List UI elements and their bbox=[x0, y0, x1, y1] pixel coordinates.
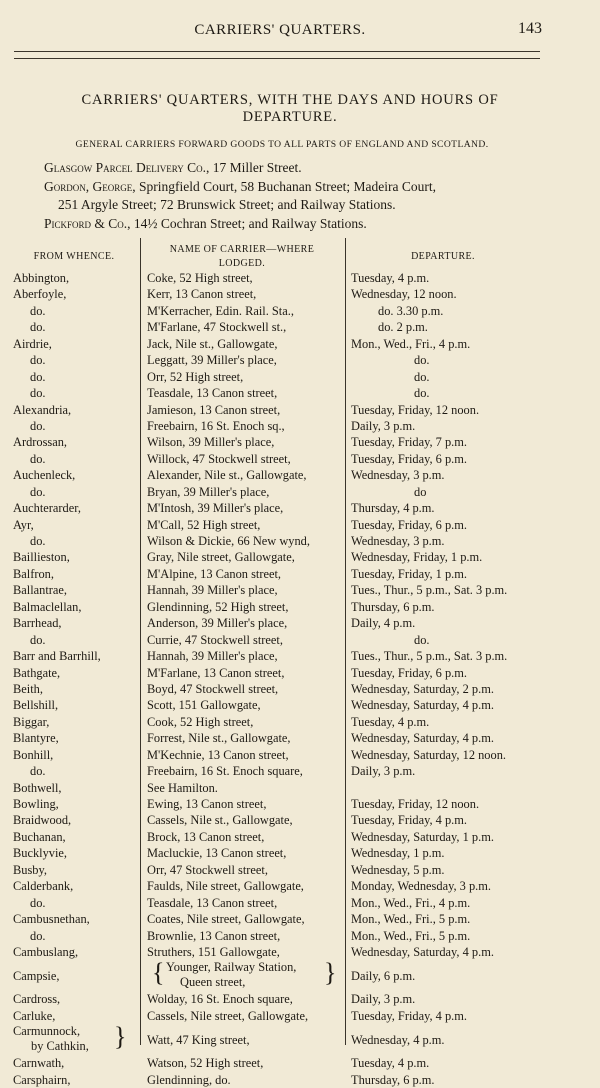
from-place: Bothwell, bbox=[13, 780, 62, 795]
departure-time: Wednesday, Saturday, 1 p.m. bbox=[351, 829, 494, 844]
table-row bbox=[0, 665, 600, 681]
departure-time: Tuesday, Friday, 4 p.m. bbox=[351, 1008, 467, 1023]
table-row bbox=[0, 451, 600, 467]
from-place: Auchenleck, bbox=[13, 468, 76, 483]
departure-time: Daily, 6 p.m. bbox=[351, 969, 416, 984]
carrier-lodging: Macluckie, 13 Canon street, bbox=[147, 846, 287, 861]
carrier-lodging: Currie, 47 Stockwell street, bbox=[147, 632, 283, 647]
departure-time: do. bbox=[414, 386, 430, 401]
departure-time: do. bbox=[414, 369, 430, 384]
table-row bbox=[0, 582, 600, 598]
from-place: Braidwood, bbox=[13, 813, 72, 828]
table-row bbox=[0, 944, 600, 960]
carrier-lodging: Scott, 151 Gallowgate, bbox=[147, 698, 261, 713]
from-place: Barr and Barrhill, bbox=[13, 649, 101, 664]
table-row bbox=[0, 1072, 600, 1088]
from-place: Ardrossan, bbox=[13, 435, 68, 450]
departure-time: Mon., Wed., Fri., 5 p.m. bbox=[351, 928, 471, 943]
table-row bbox=[0, 467, 600, 483]
table-row bbox=[0, 599, 600, 615]
table-row bbox=[0, 845, 600, 861]
right-brace: } bbox=[324, 958, 337, 988]
column-header-from: FROM WHENCE. bbox=[33, 251, 115, 262]
from-place: Blantyre, bbox=[13, 731, 59, 746]
from-place: Barrhead, bbox=[13, 616, 62, 631]
table-row bbox=[0, 878, 600, 894]
carrier-lodging: Coke, 52 High street, bbox=[147, 271, 253, 285]
table-row bbox=[0, 566, 600, 582]
table-row bbox=[0, 1055, 600, 1071]
departure-time: do. bbox=[414, 353, 430, 368]
departure-time: Tuesday, Friday, 1 p.m. bbox=[351, 566, 467, 581]
column-header-carrier: NAME OF CARRIER—WHERE LODGED. bbox=[169, 244, 315, 269]
from-place: Bucklyvie, bbox=[13, 846, 68, 861]
carrier-lodging: Brownlie, 13 Canon street, bbox=[147, 928, 281, 943]
departure-time: Wednesday, Saturday, 4 p.m. bbox=[351, 731, 494, 746]
from-place: Biggar, bbox=[13, 714, 50, 729]
table-row bbox=[0, 533, 600, 549]
from-place: Busby, bbox=[13, 862, 47, 877]
departure-time: Thursday, 6 p.m. bbox=[351, 1072, 435, 1087]
from-place: Campsie, bbox=[13, 969, 60, 984]
carrier-lodging: Alexander, Nile st., Gallowgate, bbox=[147, 468, 307, 483]
from-place: Airdrie, bbox=[13, 336, 52, 351]
place-line: Carmunnock, bbox=[13, 1024, 81, 1039]
departure-time: Monday, Wednesday, 3 p.m. bbox=[351, 879, 491, 894]
departure-time: Wednesday, 3 p.m. bbox=[351, 534, 445, 548]
from-place: Auchterarder, bbox=[13, 501, 81, 516]
table-row bbox=[0, 549, 600, 565]
from-place: Beith, bbox=[13, 681, 43, 696]
table-row bbox=[0, 928, 600, 944]
carrier-lodging: Leggatt, 39 Miller's place, bbox=[147, 353, 277, 368]
table-row bbox=[0, 1024, 600, 1055]
from-place: Calderbank, bbox=[13, 879, 74, 894]
header-rule bbox=[14, 51, 540, 52]
from-place: do. bbox=[30, 369, 46, 384]
carrier-lodging: Wilson & Dickie, 66 New wynd, bbox=[147, 534, 310, 548]
carrier-lodging: Bryan, 39 Miller's place, bbox=[147, 484, 270, 499]
carrier-lodging: Watt, 47 King street, bbox=[147, 1033, 250, 1048]
table-row bbox=[0, 286, 600, 302]
carrier-lodging: Faulds, Nile street, Gallowgate, bbox=[147, 879, 304, 894]
from-place: do. bbox=[30, 418, 46, 433]
carrier-lodging: Wolday, 16 St. Enoch square, bbox=[147, 992, 293, 1007]
table-row bbox=[0, 991, 600, 1007]
carrier-lodging: Orr, 52 High street, bbox=[147, 369, 244, 384]
departure-time: Tuesday, 4 p.m. bbox=[351, 271, 430, 285]
departure-time: Tuesday, 4 p.m. bbox=[351, 714, 430, 729]
carrier-lodging: Cassels, Nile st., Gallowgate, bbox=[147, 813, 293, 828]
from-place: do. bbox=[30, 632, 46, 647]
departure-time: Wednesday, Saturday, 4 p.m. bbox=[351, 944, 494, 959]
departure-time: Daily, 4 p.m. bbox=[351, 616, 416, 631]
carrier-lodging: Ewing, 13 Canon street, bbox=[147, 797, 267, 811]
table-row bbox=[0, 829, 600, 845]
carrier-name: Gordon, George, bbox=[44, 178, 136, 194]
table-row bbox=[0, 697, 600, 713]
carrier-lodging: Wilson, 39 Miller's place, bbox=[147, 435, 275, 450]
carrier-name: Glasgow Parcel Delivery Co., bbox=[44, 160, 210, 175]
departure-time: Daily, 3 p.m. bbox=[351, 418, 416, 433]
carrier-lodging: Cassels, Nile street, Gallowgate, bbox=[147, 1008, 309, 1023]
table-row bbox=[0, 434, 600, 450]
departure-time: Tuesday, Friday, 7 p.m. bbox=[351, 435, 467, 450]
departure-time: Mon., Wed., Fri., 4 p.m. bbox=[351, 336, 471, 351]
from-place: do. bbox=[30, 534, 46, 548]
table-row bbox=[0, 648, 600, 664]
page-title bbox=[50, 92, 530, 126]
from-place: do. bbox=[30, 764, 46, 779]
carrier-lodging: Cook, 52 High street, bbox=[147, 714, 254, 729]
carrier-lodging: M'Kerracher, Edin. Rail. Sta., bbox=[147, 303, 294, 318]
table-row bbox=[0, 780, 600, 796]
departure-time: do. 3.30 p.m. bbox=[378, 303, 444, 318]
departure-time: Wednesday, 1 p.m. bbox=[351, 846, 445, 861]
table-row bbox=[0, 730, 600, 746]
from-place bbox=[13, 1024, 89, 1054]
from-place: Carluke, bbox=[13, 1008, 56, 1023]
table-row bbox=[0, 303, 600, 319]
from-place: do. bbox=[30, 451, 46, 466]
from-place: do. bbox=[30, 320, 46, 335]
carrier-lodging: M'Intosh, 39 Miller's place, bbox=[147, 501, 284, 516]
from-place: Abbington, bbox=[13, 271, 70, 285]
from-place: Cambuslang, bbox=[13, 944, 79, 959]
table-row bbox=[0, 862, 600, 878]
from-place: Ayr, bbox=[13, 517, 34, 532]
from-place: do. bbox=[30, 928, 46, 943]
carrier-lodging: Glendinning, do. bbox=[147, 1072, 231, 1087]
carrier-lodging: Boyd, 47 Stockwell street, bbox=[147, 681, 279, 696]
carrier-line: Younger, Railway Station, bbox=[166, 960, 297, 975]
subheading: GENERAL CARRIERS FORWARD GOODS TO ALL PARTS OF ENGLAND AND SCOTLAND. bbox=[75, 139, 489, 150]
carrier-lodging: Jack, Nile st., Gallowgate, bbox=[147, 336, 278, 351]
departure-time: Tuesday, Friday, 6 p.m. bbox=[351, 517, 467, 532]
table-row bbox=[0, 632, 600, 648]
from-place: Bellshill, bbox=[13, 698, 59, 713]
carrier-lodging: Struthers, 151 Gallowgate, bbox=[147, 944, 280, 959]
carrier-lodging: Forrest, Nile st., Gallowgate, bbox=[147, 731, 291, 746]
carrier-lodging: Brock, 13 Canon street, bbox=[147, 829, 265, 844]
departure-time: Tuesday, Friday, 12 noon. bbox=[351, 402, 480, 417]
carrier-lodging: Willock, 47 Stockwell street, bbox=[147, 451, 291, 466]
from-place: Balmaclellan, bbox=[13, 599, 82, 614]
departure-time: Tuesday, Friday, 12 noon. bbox=[351, 797, 480, 811]
from-place: Aberfoyle, bbox=[13, 287, 67, 302]
from-place: Balfron, bbox=[13, 566, 54, 581]
carrier-lodging: M'Alpine, 13 Canon street, bbox=[147, 566, 282, 581]
running-title: CARRIERS' QUARTERS. bbox=[194, 22, 366, 38]
from-place: do. bbox=[30, 895, 46, 910]
carrier-lodging: Jamieson, 13 Canon street, bbox=[147, 402, 281, 417]
carrier-lodging: Freebairn, 16 St. Enoch square, bbox=[147, 764, 303, 779]
table-row bbox=[0, 895, 600, 911]
from-place: Alexandria, bbox=[13, 402, 72, 417]
from-place: Bathgate, bbox=[13, 665, 61, 680]
carrier-lodging: Kerr, 13 Canon street, bbox=[147, 287, 257, 302]
carrier-name: Pickford & Co., bbox=[44, 215, 131, 231]
departure-time: Mon., Wed., Fri., 4 p.m. bbox=[351, 895, 471, 910]
departure-time: do. 2 p.m. bbox=[378, 320, 428, 335]
carrier-line: Queen street, bbox=[180, 975, 246, 990]
table-row bbox=[0, 763, 600, 779]
table-row bbox=[0, 517, 600, 533]
table-row bbox=[0, 960, 600, 991]
general-line: Pickford & Co., 14½ Cochran Street; and Railway Stations. bbox=[44, 215, 367, 231]
title-line-2: DEPARTURE. bbox=[242, 109, 338, 125]
carrier-lodging: Hannah, 39 Miller's place, bbox=[147, 649, 278, 664]
table-row bbox=[0, 1008, 600, 1024]
departure-time: Wednesday, Friday, 1 p.m. bbox=[351, 550, 483, 565]
general-line: 251 Argyle Street; 72 Brunswick Street; and Railway Stations. bbox=[58, 197, 396, 212]
from-place: Ballantrae, bbox=[13, 583, 68, 598]
table-row bbox=[0, 270, 600, 286]
from-place: do. bbox=[30, 303, 46, 318]
right-brace: } bbox=[114, 1022, 127, 1052]
from-place: Bowling, bbox=[13, 797, 59, 811]
departure-time: Daily, 3 p.m. bbox=[351, 992, 416, 1007]
left-brace: { bbox=[152, 958, 165, 988]
carrier-lodging: Hannah, 39 Miller's place, bbox=[147, 583, 278, 598]
departure-time: Wednesday, Saturday, 12 noon. bbox=[351, 747, 506, 762]
table-row bbox=[0, 796, 600, 812]
departure-time: Mon., Wed., Fri., 5 p.m. bbox=[351, 912, 471, 927]
carrier-lodging: Anderson, 39 Miller's place, bbox=[147, 616, 288, 631]
departure-time: Tuesday, Friday, 6 p.m. bbox=[351, 665, 467, 680]
title-line-1: CARRIERS' QUARTERS, WITH THE DAYS AND HOURS OF bbox=[81, 92, 499, 108]
from-place: Bonhill, bbox=[13, 747, 54, 762]
carrier-lodging: M'Call, 52 High street, bbox=[147, 517, 261, 532]
general-line: Gordon, George, Springfield Court, 58 Buchanan Street; Madeira Court, bbox=[44, 178, 436, 194]
departure-time: Wednesday, 3 p.m. bbox=[351, 468, 445, 483]
table-row bbox=[0, 812, 600, 828]
departure-time: Tuesday, Friday, 6 p.m. bbox=[351, 451, 467, 466]
from-place: Buchanan, bbox=[13, 829, 66, 844]
from-place: Baillieston, bbox=[13, 550, 70, 565]
from-place: do. bbox=[30, 353, 46, 368]
carrier-lodging: Teasdale, 13 Canon street, bbox=[147, 386, 278, 401]
carrier-lodging: M'Kechnie, 13 Canon street, bbox=[147, 747, 289, 762]
departure-time: Tuesday, 4 p.m. bbox=[351, 1056, 430, 1071]
carriers-table bbox=[0, 270, 600, 1088]
carrier-lodging: Coates, Nile street, Gallowgate, bbox=[147, 912, 305, 927]
carrier-lodging: Gray, Nile street, Gallowgate, bbox=[147, 550, 295, 565]
carrier-lodging: Watson, 52 High street, bbox=[147, 1056, 264, 1071]
departure-time: Thursday, 6 p.m. bbox=[351, 599, 435, 614]
carrier-lodging: Freebairn, 16 St. Enoch sq., bbox=[147, 418, 285, 433]
table-row bbox=[0, 615, 600, 631]
table-row bbox=[0, 402, 600, 418]
from-place: Cambusnethan, bbox=[13, 912, 90, 927]
place-line: by Cathkin, bbox=[31, 1039, 89, 1054]
carrier-lodging bbox=[166, 960, 296, 990]
table-row bbox=[0, 484, 600, 500]
table-row bbox=[0, 911, 600, 927]
departure-time: do bbox=[414, 484, 427, 499]
departure-time: Tues., Thur., 5 p.m., Sat. 3 p.m. bbox=[351, 649, 508, 664]
from-place: Carnwath, bbox=[13, 1056, 65, 1071]
running-head bbox=[0, 22, 600, 44]
table-row bbox=[0, 747, 600, 763]
general-line: Glasgow Parcel Delivery Co., 17 Miller Street. bbox=[44, 160, 302, 175]
general-carriers bbox=[44, 159, 564, 233]
departure-time: do. bbox=[414, 632, 430, 647]
carrier-lodging: Orr, 47 Stockwell street, bbox=[147, 862, 268, 877]
table-row bbox=[0, 352, 600, 368]
table-row bbox=[0, 714, 600, 730]
table-row bbox=[0, 681, 600, 697]
from-place: Carsphairn, bbox=[13, 1072, 71, 1087]
from-place: do. bbox=[30, 484, 46, 499]
table-row bbox=[0, 369, 600, 385]
departure-time: Thursday, 4 p.m. bbox=[351, 501, 435, 516]
departure-time: Wednesday, 4 p.m. bbox=[351, 1033, 445, 1048]
column-header-departure: DEPARTURE. bbox=[411, 251, 475, 262]
departure-time: Daily, 3 p.m. bbox=[351, 764, 416, 779]
table-row bbox=[0, 336, 600, 352]
carrier-lodging: Glendinning, 52 High street, bbox=[147, 599, 289, 614]
carrier-lodging: Teasdale, 13 Canon street, bbox=[147, 895, 278, 910]
carrier-lodging: M'Farlane, 47 Stockwell st., bbox=[147, 320, 287, 335]
departure-time: Wednesday, 12 noon. bbox=[351, 287, 457, 302]
departure-time: Tuesday, Friday, 4 p.m. bbox=[351, 813, 467, 828]
departure-time: Wednesday, Saturday, 2 p.m. bbox=[351, 681, 494, 696]
table-row bbox=[0, 500, 600, 516]
table-row bbox=[0, 319, 600, 335]
departure-time: Wednesday, 5 p.m. bbox=[351, 862, 445, 877]
carrier-lodging: M'Farlane, 13 Canon street, bbox=[147, 665, 285, 680]
departure-time: Tues., Thur., 5 p.m., Sat. 3 p.m. bbox=[351, 583, 508, 598]
from-place: Cardross, bbox=[13, 992, 61, 1007]
departure-time: Wednesday, Saturday, 4 p.m. bbox=[351, 698, 494, 713]
page-number: 143 bbox=[518, 20, 542, 37]
carrier-lodging: See Hamilton. bbox=[147, 780, 218, 795]
header-rule-2 bbox=[14, 58, 540, 59]
table-row bbox=[0, 418, 600, 434]
table-row bbox=[0, 385, 600, 401]
from-place: do. bbox=[30, 386, 46, 401]
